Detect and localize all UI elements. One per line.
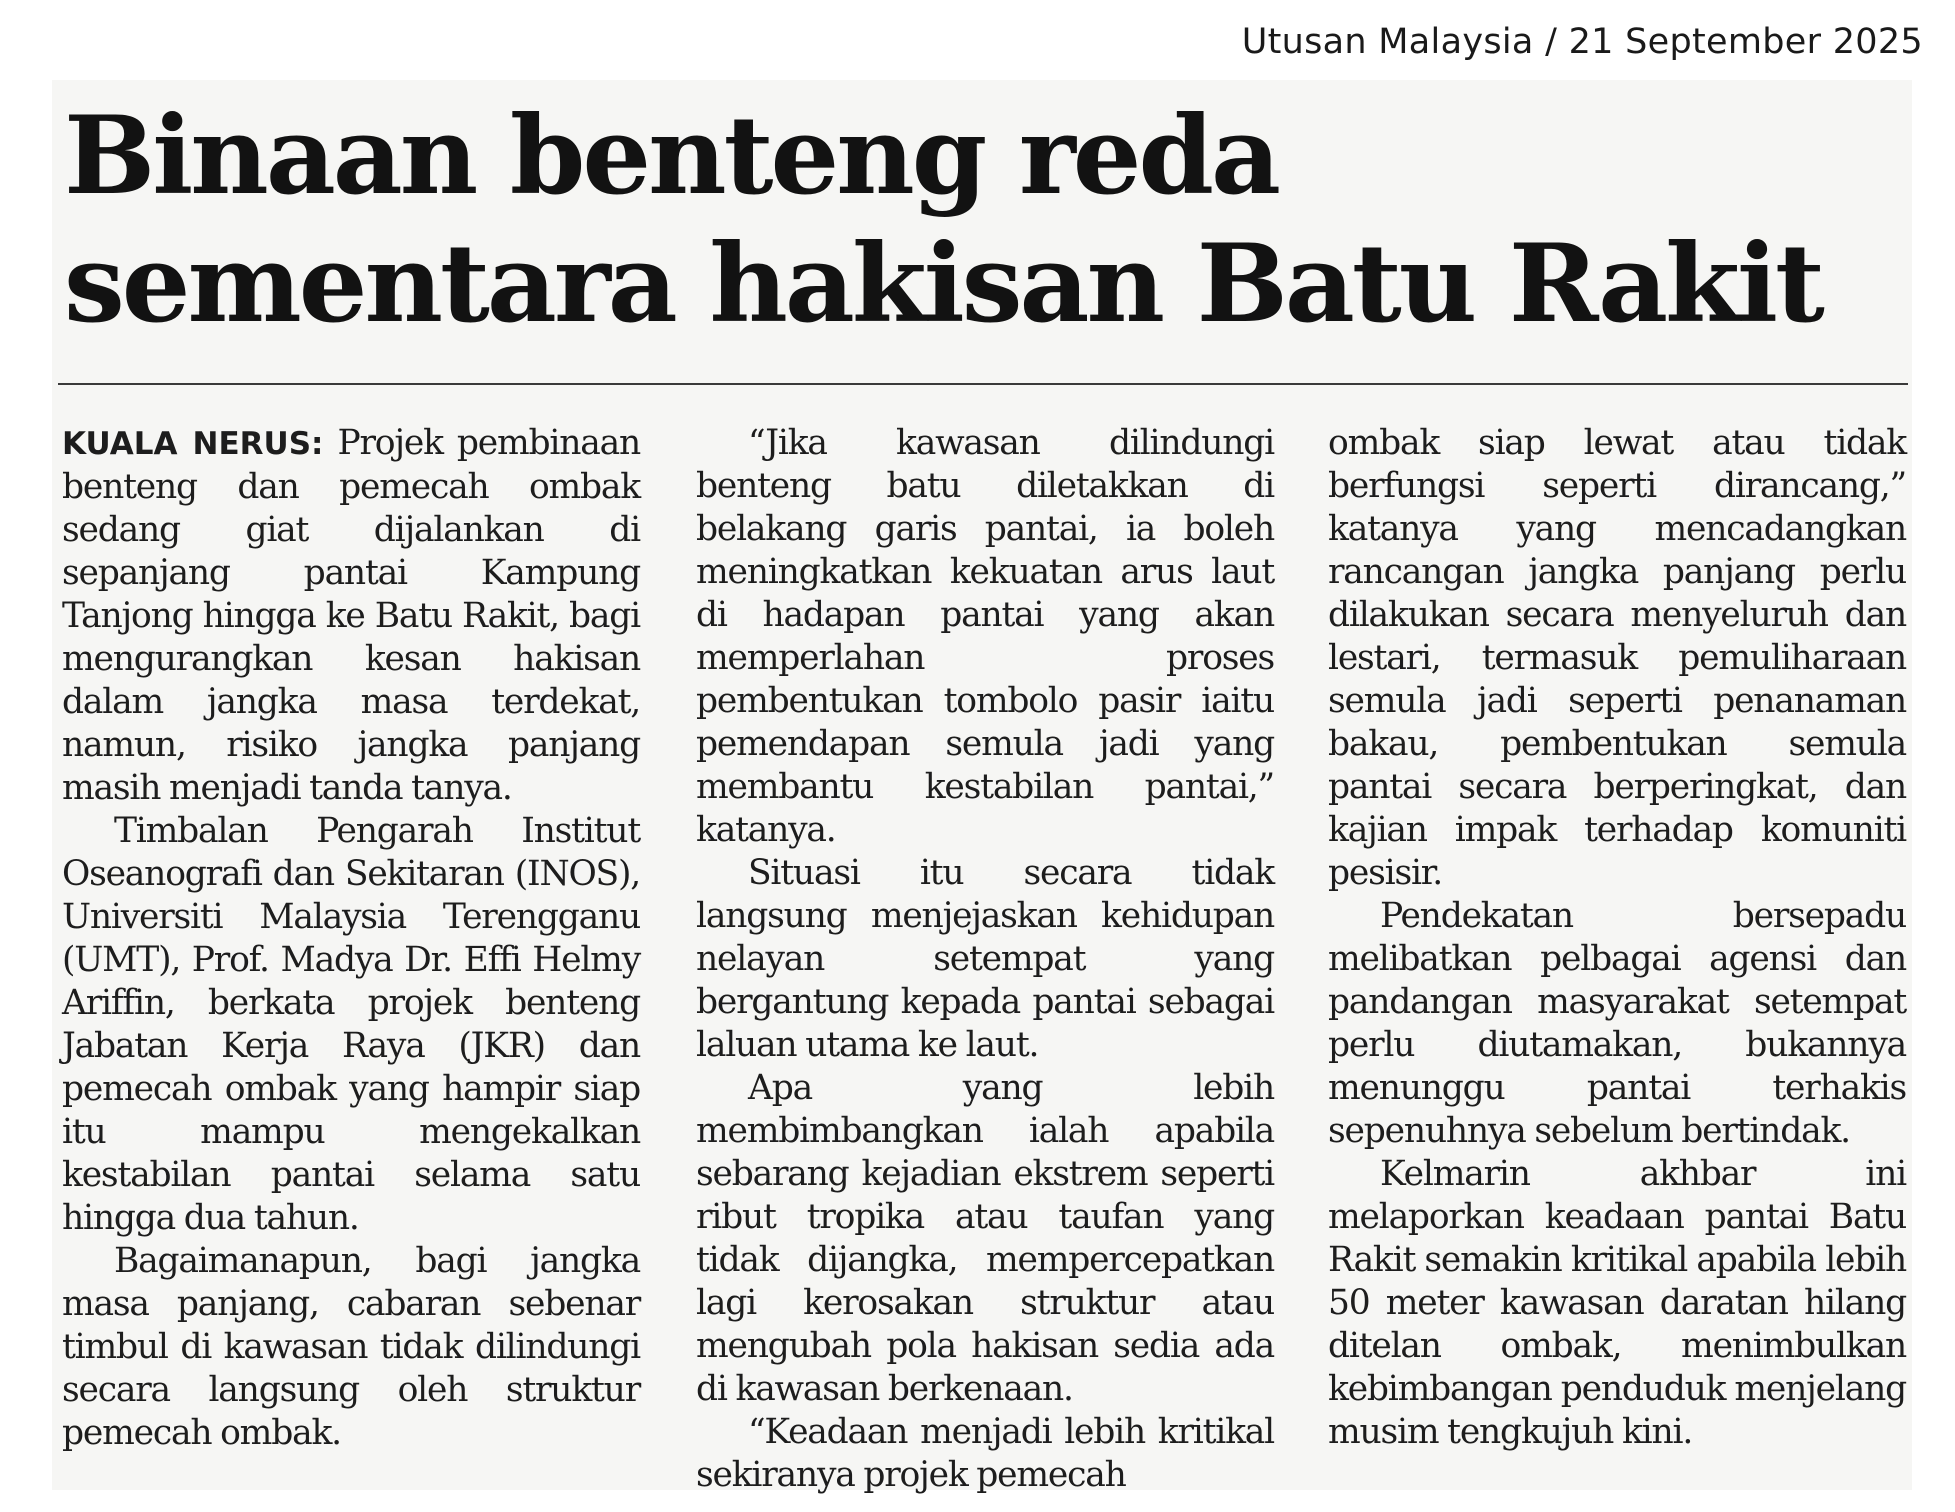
- paragraph: “Jika kawasan dilindungi benteng batu diletakkan di belakang garis pantai, ia boleh meningkatkan kekuatan arus laut di hadapan pantai yang akan memperlahan proses pembentukan tombolo pasir iaitu pemendapan semula jadi yang membantu kestabilan pantai,” katanya.: [696, 423, 1274, 850]
- paragraph: [62, 422, 640, 810]
- dateline: KUALA NERUS:: [62, 426, 324, 462]
- headline-line-1: Binaan benteng reda: [64, 93, 1279, 219]
- article-column-2: [696, 422, 1274, 1497]
- paragraph: Pendekatan bersepadu melibatkan pelbagai agensi dan pandangan masyarakat setempat perlu diutamakan, bukannya menunggu pantai terhakis sepenuhnya sebelum bertindak.: [1328, 896, 1906, 1151]
- paragraph: “Keadaan menjadi lebih kritikal sekiranya projek pemecah: [696, 1412, 1274, 1495]
- article-column-3: [1328, 422, 1906, 1454]
- paragraph: ombak siap lewat atau tidak berfungsi seperti dirancang,” katanya yang mencadangkan rancangan jangka panjang perlu dilakukan secara menyeluruh dan lestari, termasuk pemuliharaan semula jadi seperti penanaman bakau, pembentukan semula pantai secara berperingkat, dan kajian impak terhadap komuniti pesisir.: [1328, 423, 1906, 893]
- paragraph: Apa yang lebih membimbangkan ialah apabila sebarang kejadian ekstrem seperti ribut tropika atau taufan yang tidak dijangka, mempercepatkan lagi kerosakan struktur atau mengubah pola hakisan sedia ada di kawasan berkenaan.: [696, 1068, 1274, 1409]
- paragraph: Bagaimanapun, bagi jangka masa panjang, cabaran sebenar timbul di kawasan tidak dilindungi secara langsung oleh struktur pemecah ombak.: [62, 1241, 640, 1453]
- paragraph-text: Projek pembinaan benteng dan pemecah ombak sedang giat dijalankan di sepanjang pantai Kampung Tanjong hingga ke Batu Rakit, bagi mengurangkan kesan hakisan dalam jangka masa terdekat, namun, risiko jangka panjang masih menjadi tanda tanya.: [62, 423, 640, 808]
- article-column-1: [62, 422, 640, 1455]
- paragraph: Timbalan Pengarah Institut Oseanografi dan Sekitaran (INOS), Universiti Malaysia Terengganu (UMT), Prof. Madya Dr. Effi Helmy Ariffin, berkata projek benteng Jabatan Kerja Raya (JKR) dan pemecah ombak yang hampir siap itu mampu mengekalkan kestabilan pantai selama satu hingga dua tahun.: [62, 811, 640, 1238]
- paragraph: Kelmarin akhbar ini melaporkan keadaan pantai Batu Rakit semakin kritikal apabila lebih 50 meter kawasan daratan hilang ditelan ombak, menimbulkan kebimbangan penduduk menjelang musim tengkujuh kini.: [1328, 1154, 1906, 1452]
- headline-line-2: sementara hakisan Batu Rakit: [64, 221, 1822, 347]
- source-caption: Utusan Malaysia / 21 September 2025: [1241, 22, 1923, 62]
- headline-divider: [58, 383, 1908, 385]
- paragraph: Situasi itu secara tidak langsung menjejaskan kehidupan nelayan setempat yang bergantung kepada pantai sebagai laluan utama ke laut.: [696, 853, 1274, 1065]
- headline: [64, 92, 1844, 348]
